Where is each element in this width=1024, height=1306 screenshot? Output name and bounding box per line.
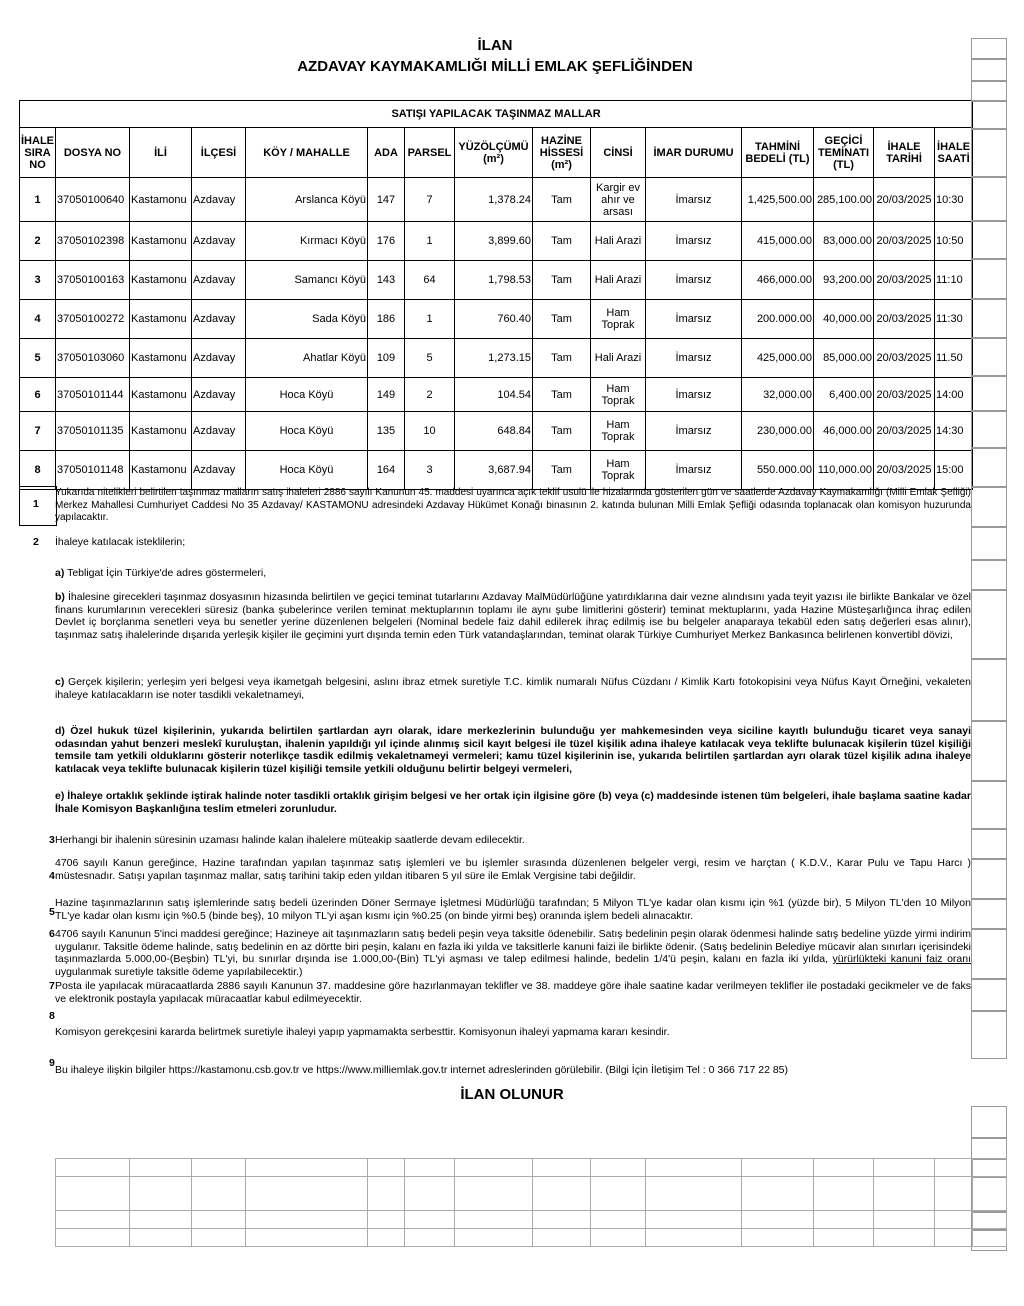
table-cell: 10:50 [935,222,973,261]
table-cell: Kastamonu [130,339,192,378]
table-cell: Kastamonu [130,451,192,490]
table-cell: 37050103060 [56,339,130,378]
grid-cell [971,410,1007,449]
table-cell: 46,000.00 [814,412,874,451]
clause-number: 5 [49,906,55,918]
clause-2e: e) İhaleye ortaklık şeklinde iştirak halinde noter tasdikli ortaklık girişim belgesi ve her ortak için ilgisine göre (b) veya (c) maddesinde istenen tüm belgeleri, ihale başlama saatine kadar İhale Komisyon Başkanlığına teslim etmeleri zorunludur. [55,790,971,815]
table-cell: İmarsız [646,451,742,490]
table-cell: 149 [368,378,405,412]
table-cell: Tam [533,339,591,378]
grid-cell [971,375,1007,412]
clause-2-text: İhaleye katılacak isteklilerin; [55,536,186,548]
table-cell: 143 [368,261,405,300]
table-cell: Azdavay [192,178,246,222]
clause-number: 4 [49,870,55,882]
table-cell: 1,425,500.00 [742,178,814,222]
grid-cell [971,978,1007,1012]
clause-6-text: 4706 sayılı Kanunun 5'inci maddesi gereğince; Hazineye ait taşınmazların satış bedeli peşin veya taksitle ödenebilir. Satış bedelinin peşin olarak ödenmesi halinde satış bedeline yüzde yirmi indirim uygulanır. Taksitle ödeme halinde, satış bedelinin en az dörtte biri peşin, kalanı en fazla iki yılda ve taksitlerle kanuni faizi ile birlikte ödenir. (Satış bedelinin Belediye mücavir alan sınırları içerisindeki taşınmazlarda 5.000,00-(Beşbin) TL'yi, bu sınırlar dışında ise 1.000,00-(Bin) TL'yi aşması ve talep edilmesi halinde, bedelin 1/4'ü peşin, kalanı en fazla iki yılda, yürürlükteki kanuni faiz oranı uygulanmak suretiyle taksitle ödeme yapılabilecektir.) [55,928,971,978]
grid-cell [971,220,1007,260]
table-cell: 1,798.53 [455,261,533,300]
table-cell: 37050100272 [56,300,130,339]
table-cell: 14:00 [935,378,973,412]
clause-number: 6 [49,928,55,940]
table-cell: 200.000.00 [742,300,814,339]
table-cell: Tam [533,178,591,222]
table-cell: 186 [368,300,405,339]
table-cell: 40,000.00 [814,300,874,339]
table-cell: 20/03/2025 [874,412,935,451]
grid-cell [971,658,1007,722]
table-cell: 37050101148 [56,451,130,490]
table-cell: 2 [20,222,56,261]
table-cell: 37050100163 [56,261,130,300]
table-cell: Tam [533,412,591,451]
property-table [19,100,973,490]
grid-cell [971,928,1007,980]
clause-9-text: Bu ihaleye ilişkin bilgiler https://kastamonu.csb.gov.tr ve https://www.milliemlak.gov.tr internet adreslerinden görülebilir. (Bilgi İçin İletişim Tel : 0 366 717 22 85) [55,1064,789,1076]
table-cell: Hoca Köyü [246,451,368,490]
table-row [20,378,973,412]
grid-cell [971,486,1007,528]
table-cell: 20/03/2025 [874,451,935,490]
table-cell: Kırmacı Köyü [246,222,368,261]
office-title: AZDAVAY KAYMAKAMLIĞI MİLLİ EMLAK ŞEFLİĞİNDEN [297,58,693,75]
table-cell: 760.40 [455,300,533,339]
column-header: İHALE TARİHİ [874,128,935,178]
column-header: CİNSİ [591,128,646,178]
table-cell: Azdavay [192,451,246,490]
column-header: PARSEL [405,128,455,178]
column-header: İHALE SAATİ [935,128,973,178]
table-cell: 37050101144 [56,378,130,412]
table-row [20,178,973,222]
table-cell: İmarsız [646,261,742,300]
table-cell: Kastamonu [130,412,192,451]
table-cell: Tam [533,222,591,261]
table-cell: 3 [405,451,455,490]
table-cell: 11.50 [935,339,973,378]
clause-2c: c) Gerçek kişilerin; yerleşim yeri belgesi veya ikametgah belgesini, aslını ibraz etmek suretiyle T.C. kimlik numaralı Nüfus Cüzdanı / Kimlik Kartı fotokopisini veya Nüfus Kayıt Örneğini, vekaleten ihaleye katılacakların ise noter tasdikli vekaletnameyi, [55,676,971,701]
grid-cell [971,828,1007,860]
clause-4-text: 4706 sayılı Kanun gereğince, Hazine tarafından yapılan taşınmaz satış işlemleri ve bu işlemler sırasında düzenlenen belgeler vergi, resim ve harçtan ( K.D.V., Karar Pulu ve Tapu Harcı ) müstesnadır. Satışı yapılan taşınmaz mallar, satış tarihini takip eden yıldan itibaren 5 yıl süre ile Emlak Vergisine tabi değildir. [55,857,971,882]
grid-cell [971,559,1007,591]
grid-cell [971,720,1007,782]
table-cell: 4 [20,300,56,339]
table-cell: 1,378.24 [455,178,533,222]
table-cell: 110,000.00 [814,451,874,490]
table-cell: Hoca Köyü [246,378,368,412]
table-row [20,300,973,339]
table-cell: Hali Arazi [591,339,646,378]
table-cell: 20/03/2025 [874,178,935,222]
table-cell: 11:10 [935,261,973,300]
table-cell: Hali Arazi [591,222,646,261]
table-cell: 64 [405,261,455,300]
grid-cell [971,1106,1007,1139]
table-cell: Azdavay [192,261,246,300]
grid-cell [971,447,1007,488]
column-header: İLİ [130,128,192,178]
grid-cell [971,337,1007,377]
table-cell: 20/03/2025 [874,339,935,378]
table-cell: 5 [20,339,56,378]
table-cell: Azdavay [192,378,246,412]
table-cell: Tam [533,378,591,412]
clause-1-text: Yukarıda nitelikleri belirtilen taşınmaz malların satış ihaleleri 2886 sayılı Kanunun 45. maddesi uyarınca açık teklif usulü ile hizalarında gösterilen gün ve saatlerde Azdavay Kaymakamlığı (Milli Emlak Şefliği) Merkez Mahallesi Cumhuriyet Caddesi No 35 Azdavay/ KASTAMONU adresindeki Azdavay Hükümet Konağı binasının 2. katında bulunan Milli Emlak Şefliği odasında toplanacak olan komisyon huzurunda yapılacaktır. [55,487,971,523]
grid-cell [971,1137,1007,1160]
table-cell: Tam [533,261,591,300]
grid-cell [971,526,1007,561]
clause-2a: a) Tebligat İçin Türkiye'de adres göstermeleri, [55,567,267,579]
table-cell: Kastamonu [130,261,192,300]
table-cell: Arslanca Köyü [246,178,368,222]
table-cell: 2 [405,378,455,412]
column-header: GEÇİCİ TEMİNATI (TL) [814,128,874,178]
table-cell: 415,000.00 [742,222,814,261]
table-cell: Azdavay [192,300,246,339]
table-row [20,412,973,451]
grid-cell [971,589,1007,660]
table-cell: İmarsız [646,222,742,261]
table-caption: SATIŞI YAPILACAK TAŞINMAZ MALLAR [20,101,973,128]
column-header: YÜZÖLÇÜMÜ (m²) [455,128,533,178]
closing-text: İLAN OLUNUR [460,1086,564,1103]
table-cell: 1,273.15 [455,339,533,378]
table-cell: Ham Toprak [591,412,646,451]
table-cell: Kargir ev ahır ve arsası [591,178,646,222]
clause-2b: b) İhalesine girecekleri taşınmaz dosyasının hizasında belirtilen ve geçici teminat tutarlarını Azdavay MalMüdürlüğüne yatırdıklarına dair vezne alındısını yada teyit yazısı ile birlikte Bankalar ve özel finans kurumlarının verecekleri süresiz (banka şubelerince verilen teminat mektuplarının toplamı ile aynı şube limitlerini gösterir) teminat mektuplarını, yada Hazine Müsteşarlığınca ihraç edilen Devlet iç borçlanma senetleri veya bu senetler yerine düzenlenen belgeleri (Nominal bedele faiz dahil edilerek ihraç edilmiş ise bu belgeler anaparaya tekabül eden satış değerleri esas alınır), taşınmaz satış ihalelerinde dışarıda yerleşik kişiler ile geçimini yurt dışında temin eden Türk vatandaşlarından, teminat olarak Türkiye Cumhuriyet Merkez Bankasınca belirlenen konvertibl dövizi, [55,591,971,641]
column-header: ADA [368,128,405,178]
table-cell: Hoca Köyü [246,412,368,451]
clause-number: 9 [49,1057,55,1069]
grid-cell [971,38,1007,60]
clause-3-text: Herhangi bir ihalenin süresinin uzaması halinde kalan ihalelere müteakip saatlerde devam edilecektir. [55,834,525,846]
grid-cell [971,128,1007,178]
table-cell: 3 [20,261,56,300]
table-cell: 8 [20,451,56,490]
grid-cell [971,298,1007,339]
table-cell: 147 [368,178,405,222]
table-cell: İmarsız [646,378,742,412]
clause-number: 3 [49,834,55,846]
table-cell: Azdavay [192,412,246,451]
table-cell: 3,899.60 [455,222,533,261]
clause-2d: d) Özel hukuk tüzel kişilerinin, yukarıda belirtilen şartlardan ayrı olarak, idare merkezlerinin bulunduğu yer mahkemesinden veya siciline kayıtlı bulunduğu ticaret veya sanayi odasından yahut benzeri meslekî kuruluştan, ihalenin yapıldığı yıl içinde alınmış sicil kayıt belgesi ile tüzel kişilik adına ihaleye katılacak veya teklifte bulunacak kişilerin tüzel kişiliği temsile tam yetkili olduklarını gösterir noterlikçe tasdik edilmiş vekaletnameyi vermeleri; kamu tüzel kişilerinin ise, yukarıda belirtilen şartlardan ayrı olarak tüzel kişilik adına ihaleye katılacak veya teklifte bulunacak kişilerin tüzel kişiliği temsile yetkili olduğunu belirtir belgeyi vermeleri, [55,725,971,775]
table-cell: İmarsız [646,339,742,378]
table-cell: Azdavay [192,222,246,261]
grid-cell [971,780,1007,830]
table-cell: 285,100.00 [814,178,874,222]
table-header-row [20,128,973,178]
table-cell: 20/03/2025 [874,222,935,261]
clause-8-text: Komisyon gerekçesini kararda belirtmek suretiyle ihaleyi yapıp yapmamakta serbesttir. Komisyonun ihaleyi yapmama kararı kesindir. [55,1026,670,1038]
table-cell: Hali Arazi [591,261,646,300]
table-cell: 550.000.00 [742,451,814,490]
table-cell: 37050100640 [56,178,130,222]
table-cell: 135 [368,412,405,451]
column-header: İHALE SIRA NO [20,128,56,178]
table-cell: 20/03/2025 [874,378,935,412]
table-row [20,222,973,261]
table-cell: Ahatlar Köyü [246,339,368,378]
column-header: DOSYA NO [56,128,130,178]
table-row [20,339,973,378]
clause-number: 8 [49,1010,55,1022]
table-cell: 20/03/2025 [874,300,935,339]
grid-cell [971,258,1007,300]
table-cell: 15:00 [935,451,973,490]
table-cell: Ham Toprak [591,378,646,412]
grid-cell [971,80,1007,102]
table-cell: 164 [368,451,405,490]
table-cell: 1 [405,222,455,261]
table-cell: 20/03/2025 [874,261,935,300]
table-cell: Kastamonu [130,222,192,261]
table-cell: 7 [405,178,455,222]
table-cell: 32,000.00 [742,378,814,412]
table-cell: İmarsız [646,300,742,339]
table-cell: 1 [20,178,56,222]
table-row [20,261,973,300]
clause-5-text: Hazine taşınmazlarının satış işlemlerinde satış bedeli üzerinden Döner Sermaye İşletmesi Müdürlüğü tarafından; 5 Milyon TL'ye kadar olan kısmı için %1 (yüzde bir), 5 Milyon TL'den 10 Milyon TL'ye kadar olan kısmı için %0.5 (binde beş), 10 milyon TL'yi aşan kısmı için %0.25 (on binde yirmi beş) oranında işlem bedeli alınacaktır. [55,897,971,922]
column-header: KÖY / MAHALLE [246,128,368,178]
table-cell: 85,000.00 [814,339,874,378]
grid-cell [971,1010,1007,1059]
table-cell: 6 [20,378,56,412]
table-cell: Azdavay [192,339,246,378]
table-cell: 7 [20,412,56,451]
table-cell: Sada Köyü [246,300,368,339]
table-row [20,451,973,490]
table-cell: 3,687.94 [455,451,533,490]
grid-cell [971,898,1007,930]
table-cell: 37050102398 [56,222,130,261]
table-cell: 93,200.00 [814,261,874,300]
table-cell: Tam [533,300,591,339]
grid-cell [971,58,1007,82]
table-cell: 104.54 [455,378,533,412]
table-cell: 176 [368,222,405,261]
table-cell: 37050101135 [56,412,130,451]
column-header: İMAR DURUMU [646,128,742,178]
column-header: TAHMİNİ BEDELİ (TL) [742,128,814,178]
table-cell: 648.84 [455,412,533,451]
table-cell: Kastamonu [130,178,192,222]
clause-number: 2 [33,536,39,548]
clause-number: 1 [33,498,39,510]
table-cell: Kastamonu [130,378,192,412]
grid-cell [971,100,1007,130]
table-cell: Tam [533,451,591,490]
table-cell: Samancı Köyü [246,261,368,300]
table-cell: Ham Toprak [591,300,646,339]
table-cell: Kastamonu [130,300,192,339]
table-cell: 230,000.00 [742,412,814,451]
table-cell: 14:30 [935,412,973,451]
table-cell: 1 [405,300,455,339]
table-cell: 83,000.00 [814,222,874,261]
table-cell: İmarsız [646,412,742,451]
bottom-grid [55,1158,1007,1247]
grid-cell [971,858,1007,900]
table-cell: 11:30 [935,300,973,339]
table-cell: 466,000.00 [742,261,814,300]
clause-number: 7 [49,980,55,992]
grid-cell [971,176,1007,222]
table-cell: 6,400.00 [814,378,874,412]
table-cell: 10:30 [935,178,973,222]
table-cell: İmarsız [646,178,742,222]
table-cell: 5 [405,339,455,378]
column-header: İLÇESİ [192,128,246,178]
table-cell: 10 [405,412,455,451]
clause-7-text: Posta ile yapılacak müracaatlarda 2886 sayılı Kanunun 37. maddesine göre hazırlanmayan teklifler ve 38. maddeye göre ihale saatine kadar verilmeyen teklifler ile postadaki gecikmeler ve de faks ve elektronik postayla yapılacak müracaatlar kabul edilmeyecektir. [55,980,971,1005]
notice-title: İLAN [477,37,513,54]
table-cell: 109 [368,339,405,378]
column-header: HAZİNE HİSSESİ (m²) [533,128,591,178]
table-cell: 425,000.00 [742,339,814,378]
table-cell: Ham Toprak [591,451,646,490]
